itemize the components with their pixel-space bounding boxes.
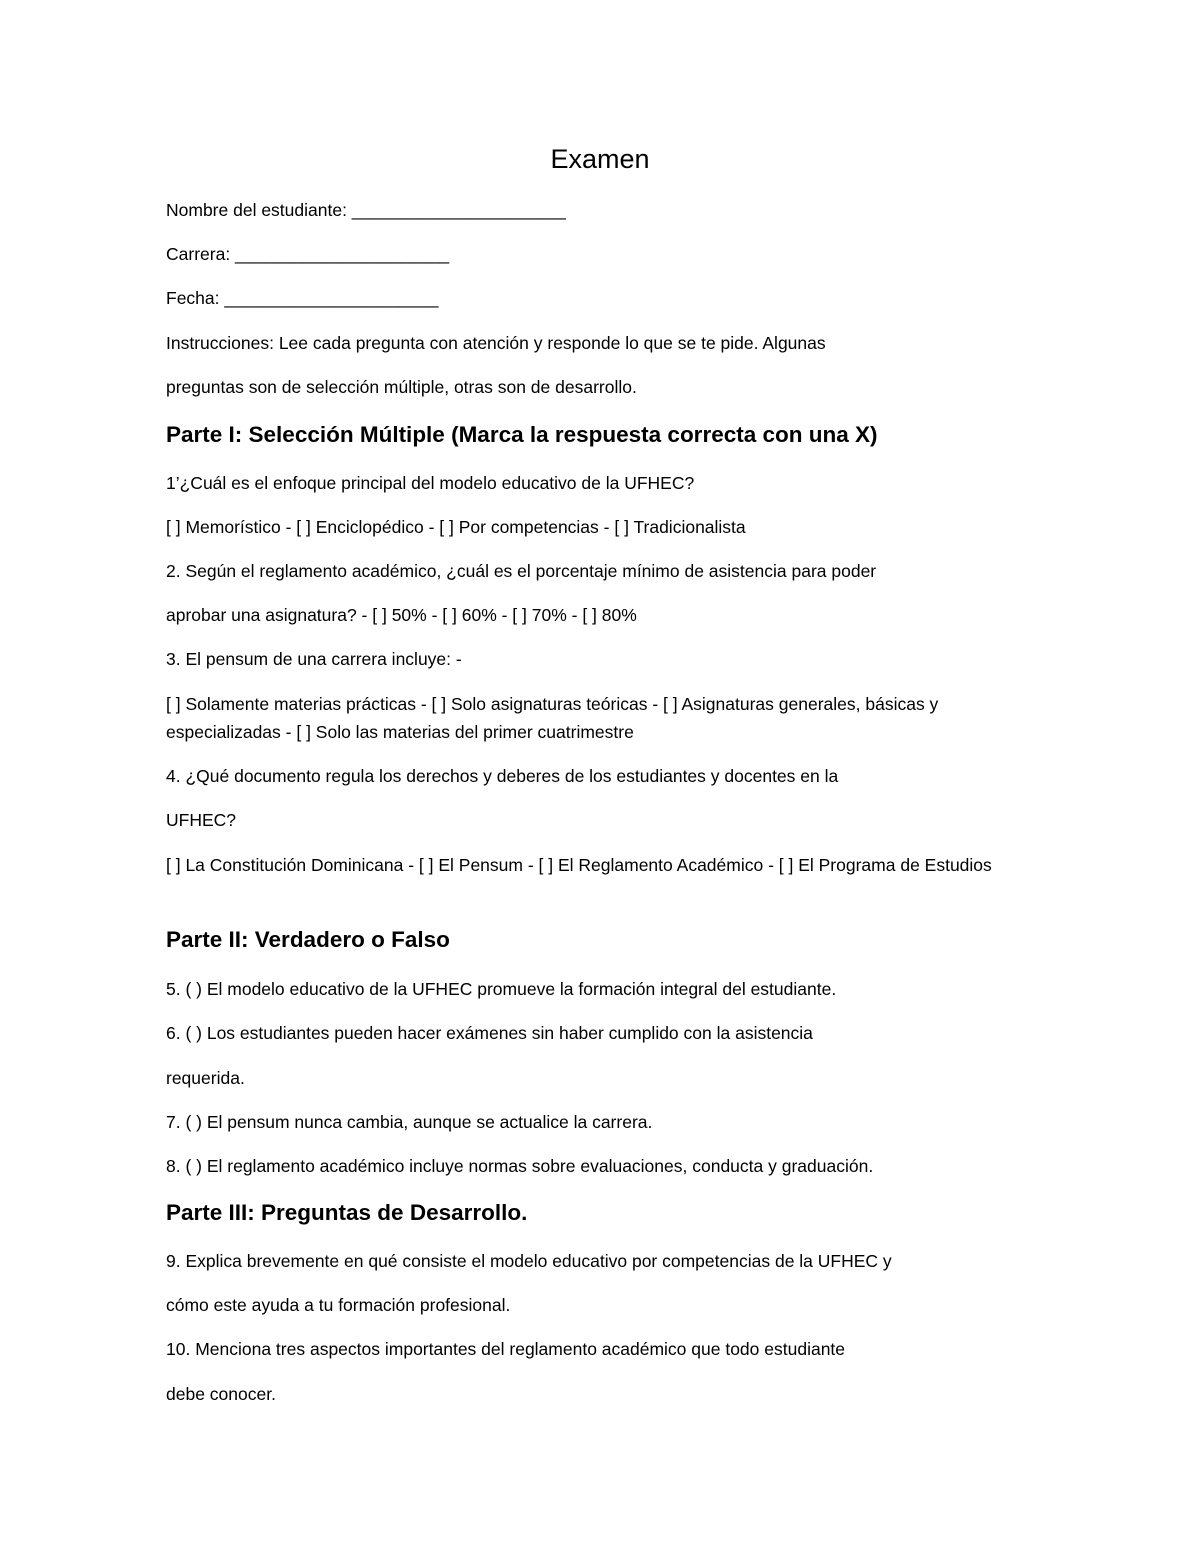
exam-title: Examen: [550, 144, 650, 174]
instructions-line-2: preguntas son de selección múltiple, otras son de desarrollo.: [166, 377, 637, 397]
part-3-heading: Parte III: Preguntas de Desarrollo.: [166, 1200, 528, 1225]
question-1-options: [ ] Memorístico - [ ] Enciclopédico - [ ] Por competencias - [ ] Tradicionalista: [166, 517, 746, 537]
question-4-options: [ ] La Constitución Dominicana - [ ] El Pensum - [ ] El Reglamento Académico - [ ] El Programa de Estudios: [166, 855, 992, 875]
question-2-line-1: 2. Según el reglamento académico, ¿cuál es el porcentaje mínimo de asistencia para poder: [166, 561, 877, 581]
question-9-line-2: cómo este ayuda a tu formación profesional.: [166, 1295, 511, 1315]
question-9-line-1: 9. Explica brevemente en qué consiste el modelo educativo por competencias de la UFHEC y: [166, 1251, 892, 1271]
student-name-field: Nombre del estudiante: ______________________: [166, 200, 566, 220]
question-5: 5. ( ) El modelo educativo de la UFHEC promueve la formación integral del estudiante.: [166, 979, 837, 999]
question-4-line-1: 4. ¿Qué documento regula los derechos y deberes de los estudiantes y docentes en la: [166, 766, 839, 786]
question-10-line-2: debe conocer.: [166, 1384, 276, 1404]
part-1-heading: Parte I: Selección Múltiple (Marca la respuesta correcta con una X): [166, 422, 878, 447]
question-3: 3. El pensum de una carrera incluye: -: [166, 649, 462, 669]
question-3-options: [ ] Solamente materias prácticas - [ ] Solo asignaturas teóricas - [ ] Asignaturas generales, básicas y especializadas - [ ] Solo las materias del primer cuatrimestre: [166, 694, 939, 742]
question-4-line-2: UFHEC?: [166, 810, 237, 830]
date-field: Fecha: ______________________: [166, 288, 439, 308]
question-2-line-2: aprobar una asignatura? - [ ] 50% - [ ] 60% - [ ] 70% - [ ] 80%: [166, 605, 637, 625]
question-1: 1’¿Cuál es el enfoque principal del modelo educativo de la UFHEC?: [166, 473, 695, 493]
question-10-line-1: 10. Menciona tres aspectos importantes del reglamento académico que todo estudiante: [166, 1339, 846, 1359]
question-6-line-1: 6. ( ) Los estudiantes pueden hacer exámenes sin haber cumplido con la asistencia: [166, 1023, 813, 1043]
question-6-line-2: requerida.: [166, 1068, 245, 1088]
career-field: Carrera: ______________________: [166, 244, 450, 264]
instructions-line-1: Instrucciones: Lee cada pregunta con atención y responde lo que se te pide. Algunas: [166, 333, 826, 353]
question-8: 8. ( ) El reglamento académico incluye normas sobre evaluaciones, conducta y graduación.: [166, 1156, 874, 1176]
part-2-heading: Parte II: Verdadero o Falso: [166, 927, 450, 952]
question-7: 7. ( ) El pensum nunca cambia, aunque se actualice la carrera.: [166, 1112, 653, 1132]
